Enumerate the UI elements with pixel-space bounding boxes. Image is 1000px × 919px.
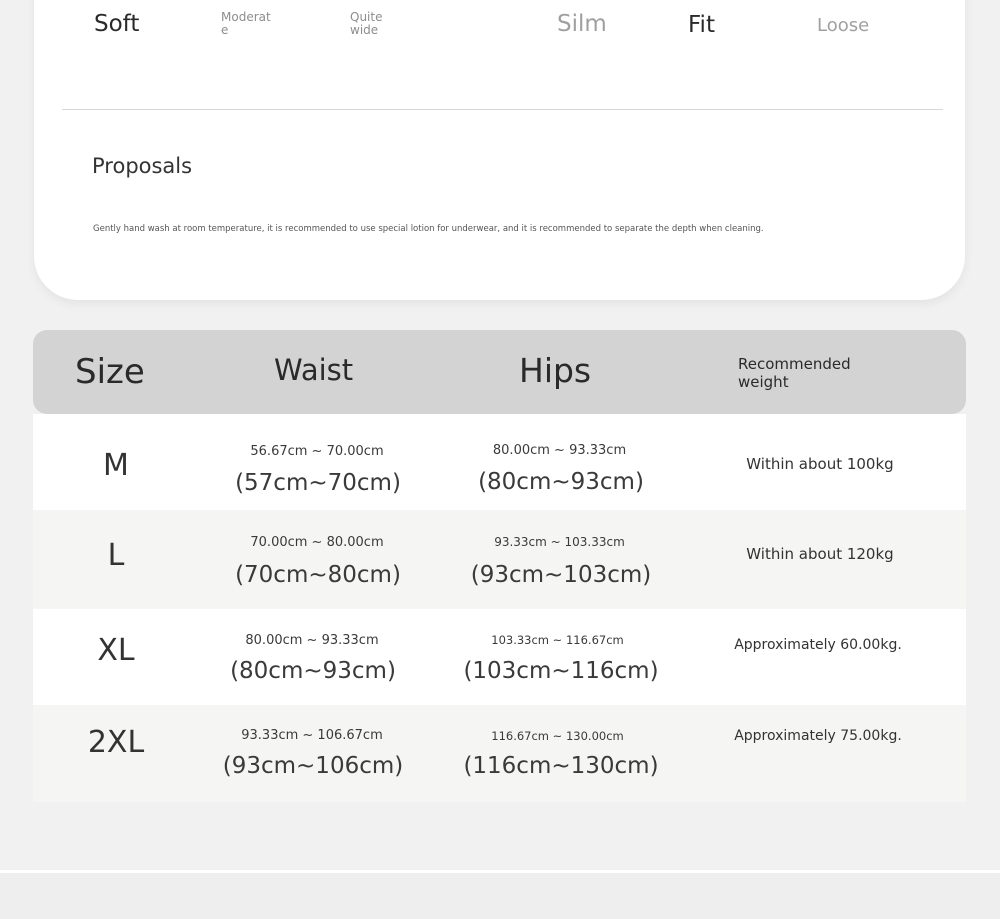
header-recommended-weight: Recommended weight: [738, 355, 851, 391]
feel-loose: Loose: [817, 15, 870, 36]
weight-value: Approximately 75.00kg.: [734, 728, 902, 744]
size-label: XL: [97, 633, 135, 668]
hips-cm: (103cm~116cm): [463, 658, 659, 684]
table-row: [33, 609, 966, 705]
waist-cm: (80cm~93cm): [230, 658, 396, 684]
feel-silm: Silm: [557, 11, 607, 37]
hips-range: 93.33cm ~ 103.33cm: [494, 535, 625, 549]
proposals-title: Proposals: [92, 154, 193, 178]
feel-quite-wide: Quite wide: [350, 10, 383, 37]
size-chart-header: [33, 330, 966, 414]
table-row: [33, 705, 966, 802]
feel-soft: Soft: [94, 11, 140, 37]
size-label: M: [103, 448, 129, 483]
waist-range: 70.00cm ~ 80.00cm: [250, 535, 384, 550]
table-row: [33, 510, 966, 609]
size-chart-table: [33, 330, 966, 802]
hips-range: 80.00cm ~ 93.33cm: [492, 443, 627, 458]
size-label: 2XL: [87, 725, 145, 760]
header-waist: Waist: [274, 353, 354, 387]
waist-range: 93.33cm ~ 106.67cm: [241, 728, 383, 743]
weight-value: Approximately 60.00kg.: [734, 637, 902, 653]
header-hips: Hips: [519, 351, 592, 390]
waist-cm: (57cm~70cm): [235, 470, 401, 496]
bottom-band: [0, 870, 1000, 919]
product-info-card: [34, 0, 965, 300]
size-label: L: [107, 538, 125, 573]
waist-range: 80.00cm ~ 93.33cm: [245, 633, 379, 648]
hips-cm: (93cm~103cm): [470, 562, 652, 588]
hips-cm: (116cm~130cm): [463, 753, 659, 779]
table-row: [33, 414, 966, 510]
hips-cm: (80cm~93cm): [478, 469, 644, 495]
weight-value: Within about 120kg: [746, 545, 894, 563]
hips-range: 103.33cm ~ 116.67cm: [491, 633, 624, 647]
header-size: Size: [75, 352, 145, 392]
weight-value: Within about 100kg: [746, 455, 894, 473]
hips-range: 116.67cm ~ 130.00cm: [491, 729, 624, 743]
waist-cm: (93cm~106cm): [222, 753, 404, 779]
section-divider: [62, 109, 943, 110]
feel-moderate: Moderat e: [221, 10, 271, 37]
waist-range: 56.67cm ~ 70.00cm: [250, 444, 384, 459]
feel-fit: Fit: [688, 12, 715, 38]
waist-cm: (70cm~80cm): [235, 562, 401, 588]
proposals-text: Gently hand wash at room temperature, it is recommended to use special lotion for underwear, and it is recommended to separate the depth when cleaning.: [93, 224, 764, 234]
